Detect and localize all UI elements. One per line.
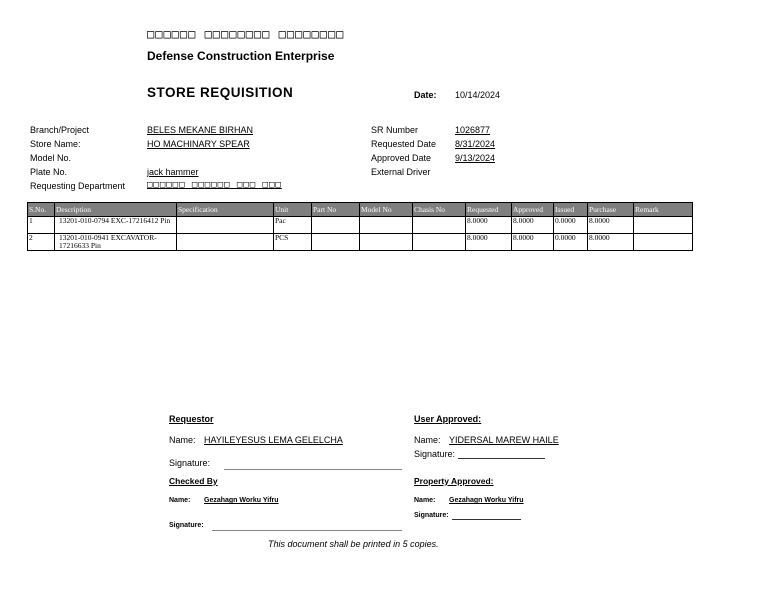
- table-cell: [177, 234, 274, 251]
- column-header: Purchase: [588, 203, 634, 217]
- table-cell: 1: [28, 217, 55, 234]
- table-row: [28, 234, 693, 251]
- table-cell: PCS: [274, 234, 312, 251]
- checked-by-signature-label: Signature:: [169, 522, 204, 529]
- approved-date-value: 9/13/2024: [455, 153, 496, 163]
- model-no-label: Model No.: [30, 153, 72, 163]
- user-approved-heading: User Approved:: [414, 414, 482, 424]
- column-header: Specification: [177, 203, 274, 217]
- property-approved-name-label: Name:: [414, 497, 436, 504]
- property-approved-signature-label: Signature:: [414, 512, 449, 519]
- column-header: Approved: [512, 203, 554, 217]
- requestor-name-label: Name:: [169, 435, 196, 445]
- sr-number-label: SR Number: [371, 125, 419, 135]
- table-cell: [312, 234, 360, 251]
- column-header: S.No.: [28, 203, 55, 217]
- date-value: 10/14/2024: [455, 90, 501, 100]
- column-header: Description: [55, 203, 177, 217]
- checked-by-name: Gezahagn Worku Yifru: [204, 497, 279, 504]
- column-header: Chasis No: [413, 203, 466, 217]
- user-approved-name-label: Name:: [414, 435, 441, 445]
- table-cell: 0.0000: [554, 234, 588, 251]
- table-cell: [360, 217, 413, 234]
- checked-by-name-label: Name:: [169, 497, 191, 504]
- requestor-signature-label: Signature:: [169, 458, 211, 468]
- column-header: Requested: [466, 203, 512, 217]
- organization-name: Defense Construction Enterprise: [147, 49, 335, 63]
- requisition-table: [27, 202, 693, 251]
- requested-date-label: Requested Date: [371, 139, 437, 149]
- table-cell: 8.0000: [512, 234, 554, 251]
- checked-by-signature-line: [212, 530, 402, 531]
- property-approved-heading: Property Approved:: [414, 476, 494, 486]
- table-cell: 8.0000: [512, 217, 554, 234]
- table-row: [28, 217, 693, 234]
- table-cell: [413, 217, 466, 234]
- approved-date-label: Approved Date: [371, 153, 432, 163]
- table-cell: 8.0000: [466, 234, 512, 251]
- table-cell: 0.0000: [554, 217, 588, 234]
- column-header: Part No: [312, 203, 360, 217]
- plate-no-value: jack hammer: [147, 167, 199, 177]
- property-approved-signature-line: [452, 519, 521, 520]
- table-header-row: [28, 203, 693, 217]
- sr-number-value: 1026877: [455, 125, 491, 135]
- column-header: Issued: [554, 203, 588, 217]
- user-approved-signature-line: [458, 458, 545, 459]
- user-approved-name: YIDERSAL MAREW HAILE: [449, 435, 559, 445]
- user-approved-signature-label: Signature:: [414, 449, 456, 459]
- table-cell: [177, 217, 274, 234]
- external-driver-label: External Driver: [371, 167, 431, 177]
- date-label: Date:: [414, 90, 437, 100]
- requesting-department-value: □□□□□□ □□□□□□ □□□ □□□: [147, 180, 282, 190]
- organization-native-name: □□□□□□ □□□□□□□□ □□□□□□□□: [147, 27, 345, 41]
- footer-note: This document shall be printed in 5 copies.: [268, 539, 439, 549]
- table-cell: 8.0000: [588, 217, 634, 234]
- store-name-label: Store Name:: [30, 139, 81, 149]
- table-cell: [312, 217, 360, 234]
- property-approved-name: Gezahagn Worku Yifru: [449, 497, 524, 504]
- table-cell: 8.0000: [466, 217, 512, 234]
- requesting-department-label: Requesting Department: [30, 181, 126, 191]
- table-cell: [634, 234, 693, 251]
- requested-date-value: 8/31/2024: [455, 139, 496, 149]
- table-cell: 13201-010-0941 EXCAVATOR-17216633 Pin: [55, 234, 177, 251]
- table-cell: [634, 217, 693, 234]
- table-cell: Pac: [274, 217, 312, 234]
- document-title: STORE REQUISITION: [147, 85, 294, 100]
- branch-project-label: Branch/Project: [30, 125, 90, 135]
- table-cell: [413, 234, 466, 251]
- table-cell: 2: [28, 234, 55, 251]
- requestor-signature-line: [224, 469, 402, 470]
- store-name-value: HO MACHINARY SPEAR: [147, 139, 250, 149]
- requestor-heading: Requestor: [169, 414, 214, 424]
- requestor-name: HAYILEYESUS LEMA GELELCHA: [204, 435, 343, 445]
- column-header: Unit: [274, 203, 312, 217]
- table-cell: 8.0000: [588, 234, 634, 251]
- table-cell: [360, 234, 413, 251]
- branch-project-value: BELES MEKANE BIRHAN: [147, 125, 254, 135]
- checked-by-heading: Checked By: [169, 476, 218, 486]
- column-header: Remark: [634, 203, 693, 217]
- column-header: Model No: [360, 203, 413, 217]
- table-cell: 13201-010-0794 EXC-17216412 Pin: [55, 217, 177, 234]
- plate-no-label: Plate No.: [30, 167, 68, 177]
